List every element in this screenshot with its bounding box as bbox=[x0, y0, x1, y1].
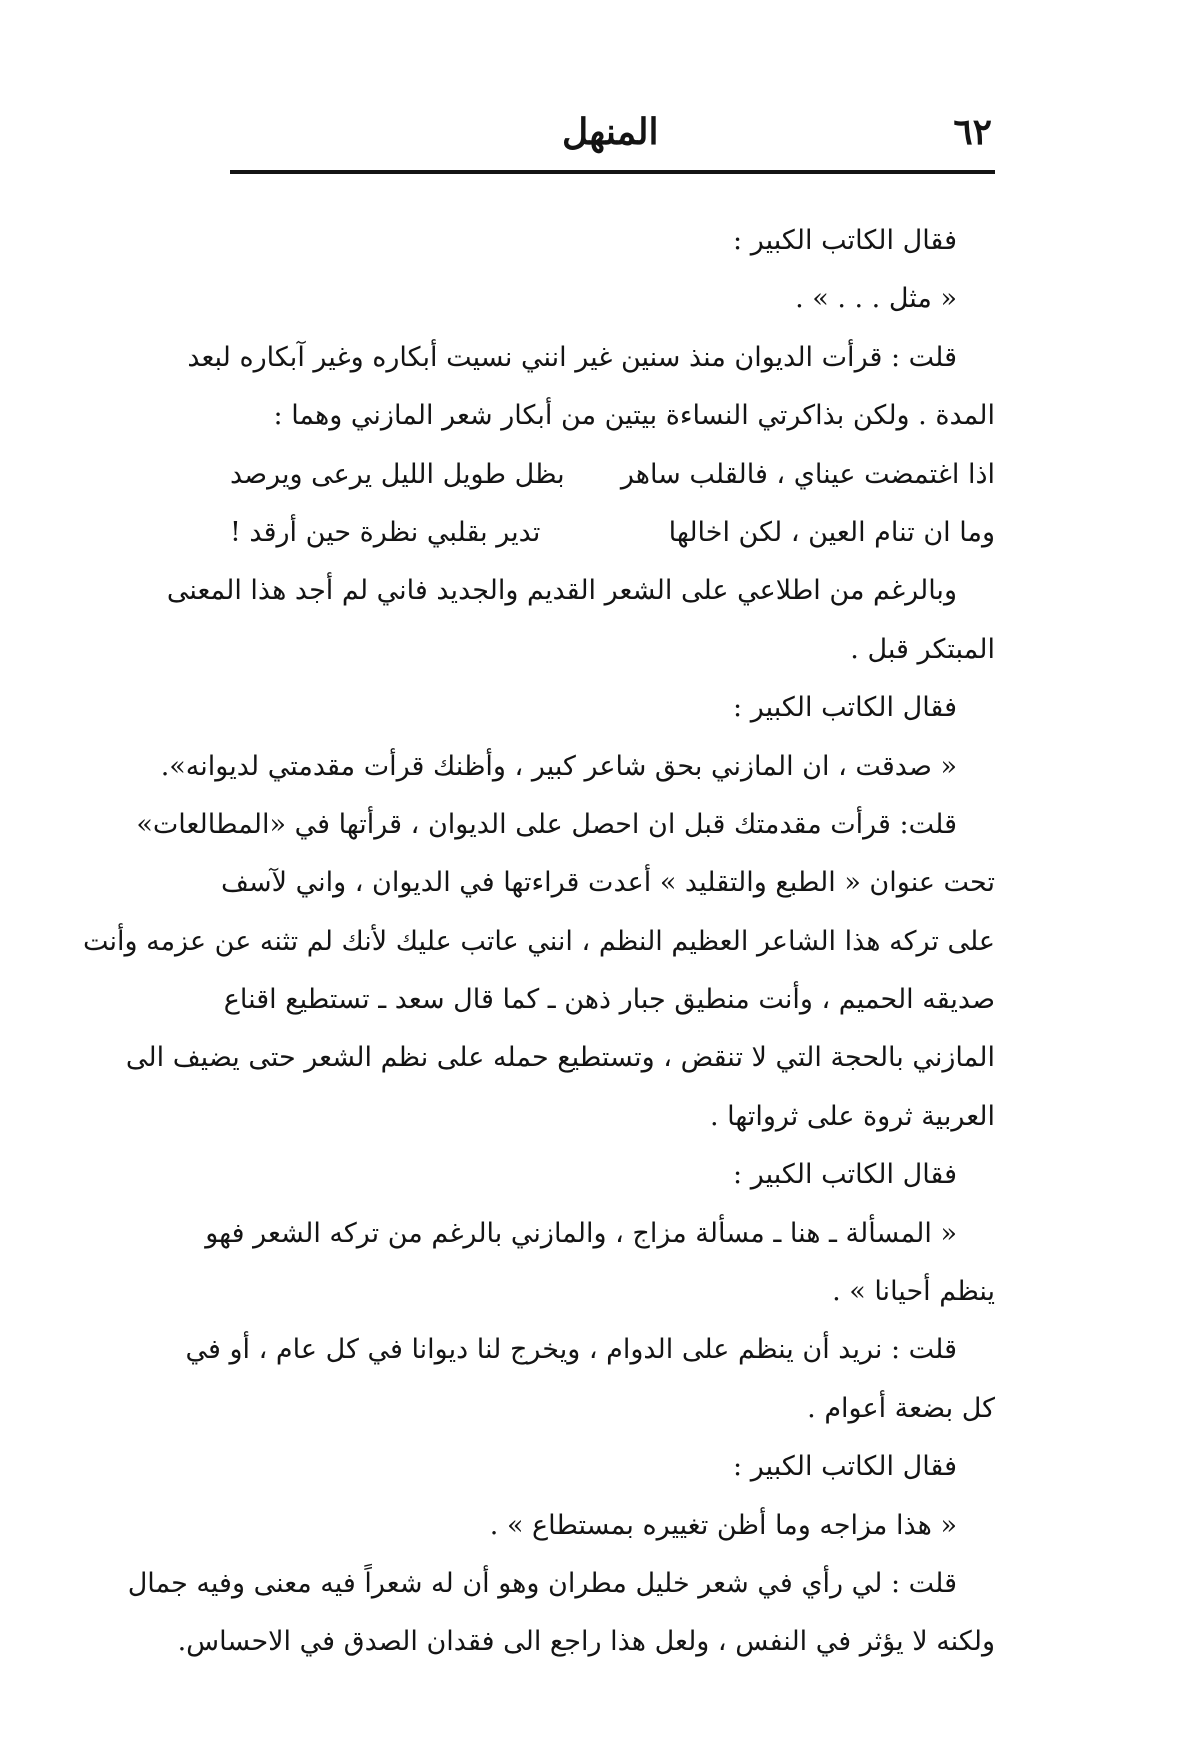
text-line: « مثل . . . » . bbox=[795, 283, 957, 315]
text-line: تحت عنوان « الطبع والتقليد » أعدت قراءتها في الديوان ، واني لآسف bbox=[221, 867, 995, 899]
text-line: العربية ثروة على ثرواتها . bbox=[710, 1100, 995, 1132]
text-line: « هذا مزاجه وما أظن تغييره بمستطاع » . bbox=[489, 1509, 957, 1541]
text-line: المبتكر قبل . bbox=[850, 633, 995, 665]
text-line: ولكنه لا يؤثر في النفس ، ولعل هذا راجع الى فقدان الصدق في الاحساس. bbox=[177, 1626, 995, 1658]
text-line: قلت : لي رأي في شعر خليل مطران وهو أن له شعراً فيه معنى وفيه جمال bbox=[127, 1567, 957, 1599]
verse-hemistich: بظل طويل الليل يرعى ويرصد bbox=[230, 458, 565, 490]
text-line: صديقه الحميم ، وأنت منطيق جبار ذهن ـ كما قال سعد ـ تستطيع اقناع bbox=[223, 984, 995, 1016]
poem-verse bbox=[230, 504, 995, 562]
text-line: فقال الكاتب الكبير : bbox=[733, 1159, 957, 1191]
text-line: قلت : نريد أن ينظم على الدوام ، ويخرج لنا ديوانا في كل عام ، أو في bbox=[185, 1334, 957, 1366]
verse-hemistich: اذا اغتمضت عيناي ، فالقلب ساهر bbox=[620, 458, 995, 490]
body-text bbox=[82, 212, 995, 1672]
text-line: كل بضعة أعوام . bbox=[807, 1392, 995, 1424]
poem-verse bbox=[230, 446, 995, 504]
page-header bbox=[232, 112, 992, 172]
text-line: فقال الكاتب الكبير : bbox=[733, 225, 957, 256]
text-line: وبالرغم من اطلاعي على الشعر القديم والجديد فاني لم أجد هذا المعنى bbox=[166, 575, 957, 607]
text-line: « المسألة ـ هنا ـ مسألة مزاج ، والمازني بالرغم من تركه الشعر فهو bbox=[205, 1217, 957, 1249]
verse-hemistich: وما ان تنام العين ، لكن اخالها bbox=[668, 516, 995, 548]
header-rule bbox=[230, 170, 995, 174]
text-line: المازني بالحجة التي لا تنقض ، وتستطيع حمله على نظم الشعر حتى يضيف الى bbox=[125, 1042, 995, 1074]
text-line: قلت: قرأت مقدمتك قبل ان احصل على الديوان ، قرأتها في «المطالعات» bbox=[136, 808, 957, 840]
text-line: فقال الكاتب الكبير : bbox=[733, 1451, 957, 1483]
text-line: قلت : قرأت الديوان منذ سنين غير انني نسيت أبكاره وغير آبكاره لبعد bbox=[187, 341, 957, 373]
text-line: ينظم أحيانا » . bbox=[832, 1276, 995, 1308]
text-line: على تركه هذا الشاعر العظيم النظم ، انني عاتب عليك لأنك لم تثنه عن عزمه وأنت bbox=[82, 925, 995, 957]
text-line: فقال الكاتب الكبير : bbox=[733, 692, 957, 724]
running-title: المنهل bbox=[562, 111, 659, 153]
text-line: « صدقت ، ان المازني بحق شاعر كبير ، وأظنك قرأت مقدمتي لديوانه». bbox=[160, 750, 957, 782]
verse-hemistich: تدير بقلبي نظرة حين أرقد ! bbox=[230, 516, 541, 548]
page-number: ٦٢ bbox=[953, 111, 992, 153]
text-line: المدة . ولكن بذاكرتي النساءة بيتين من أبكار شعر المازني وهما : bbox=[273, 400, 995, 432]
